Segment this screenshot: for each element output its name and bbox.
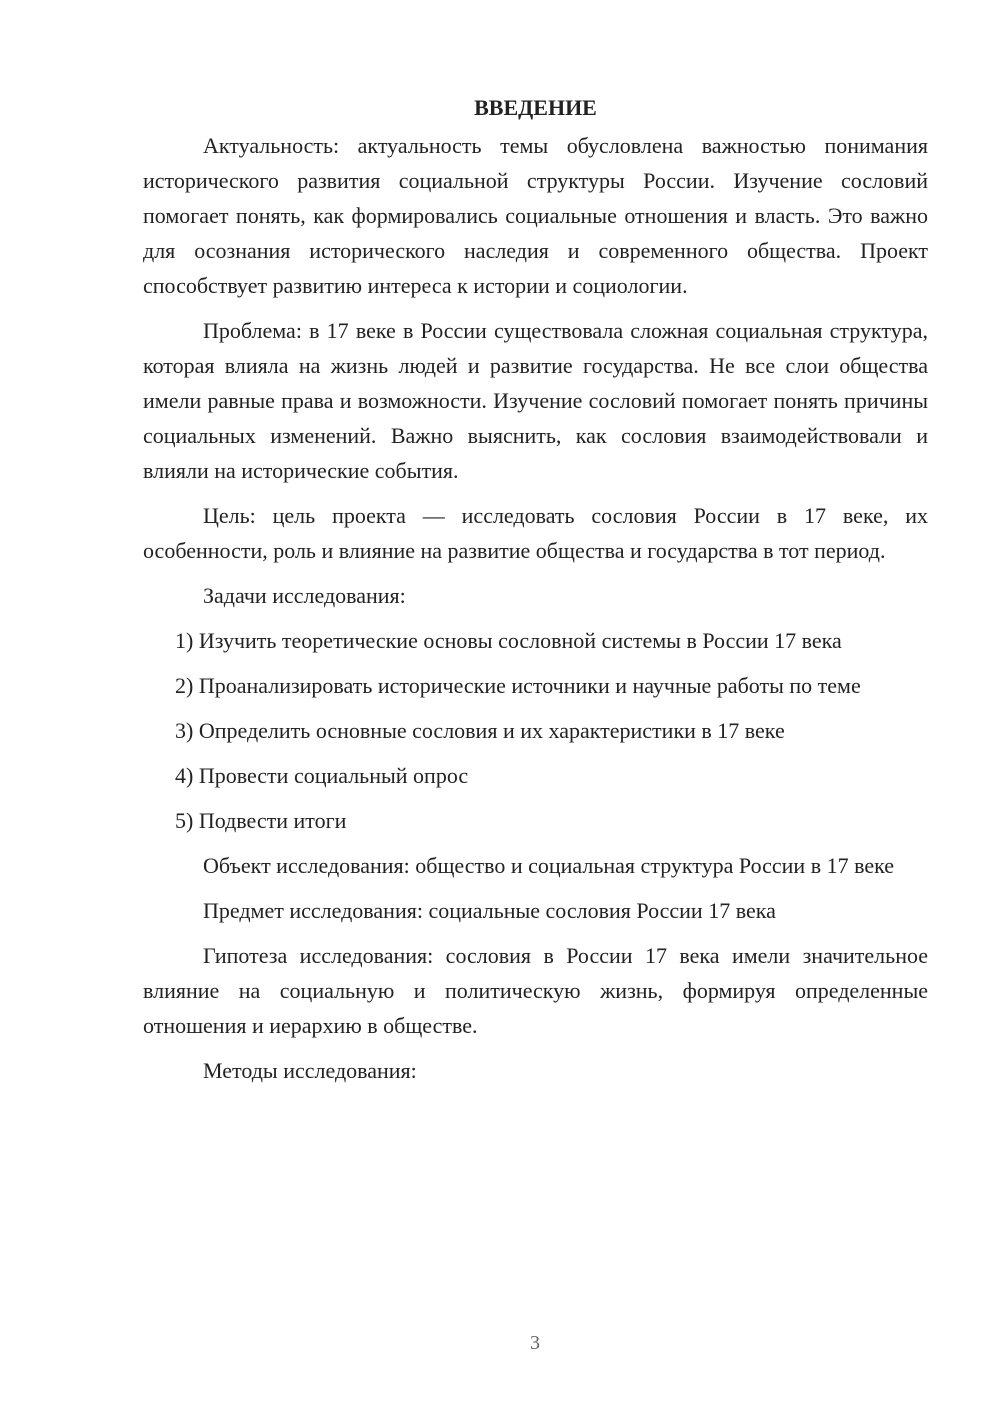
task-item: 5) Подвести итоги — [175, 808, 347, 833]
goal-paragraph: Цель: цель проекта — исследовать сословия России в 17 веке, их особенности, роль и влияние на развитие общества и государства в тот период. — [143, 503, 928, 563]
subject-paragraph: Предмет исследования: социальные сословия России 17 века — [203, 898, 776, 923]
tasks-title: Задачи исследования: — [203, 583, 406, 608]
task-item: 3) Определить основные сословия и их характеристики в 17 веке — [175, 718, 785, 743]
page-title: ВВЕДЕНИЕ — [474, 95, 597, 120]
page-number: 3 — [530, 1332, 540, 1354]
document-page — [143, 92, 928, 1392]
task-item: 2) Проанализировать исторические источники и научные работы по теме — [175, 673, 861, 698]
relevance-paragraph: Актуальность: актуальность темы обусловлена важностью понимания исторического развития социальной структуры России. Изучение сословий помогает понять, как формировались социальные отношения и власть. Это важно для осознания исторического наследия и современного общества. Проект способствует развитию интереса к истории и социологии. — [143, 133, 928, 298]
task-item: 4) Провести социальный опрос — [175, 763, 469, 788]
methods-title: Методы исследования: — [203, 1058, 417, 1083]
problem-paragraph: Проблема: в 17 веке в России существовала сложная социальная структура, которая влияла на жизнь людей и развитие государства. Не все слои общества имели равные права и возможности. Изучение сословий помогает понять причины социальных изменений. Важно выяснить, как сословия взаимодействовали и влияли на исторические события. — [143, 318, 928, 483]
object-paragraph: Объект исследования: общество и социальная структура России в 17 веке — [203, 853, 895, 878]
task-item: 1) Изучить теоретические основы сословной системы в России 17 века — [175, 628, 842, 653]
hypothesis-paragraph: Гипотеза исследования: сословия в России 17 века имели значительное влияние на социальную и политическую жизнь, формируя определенные отношения и иерархию в обществе. — [143, 943, 928, 1038]
